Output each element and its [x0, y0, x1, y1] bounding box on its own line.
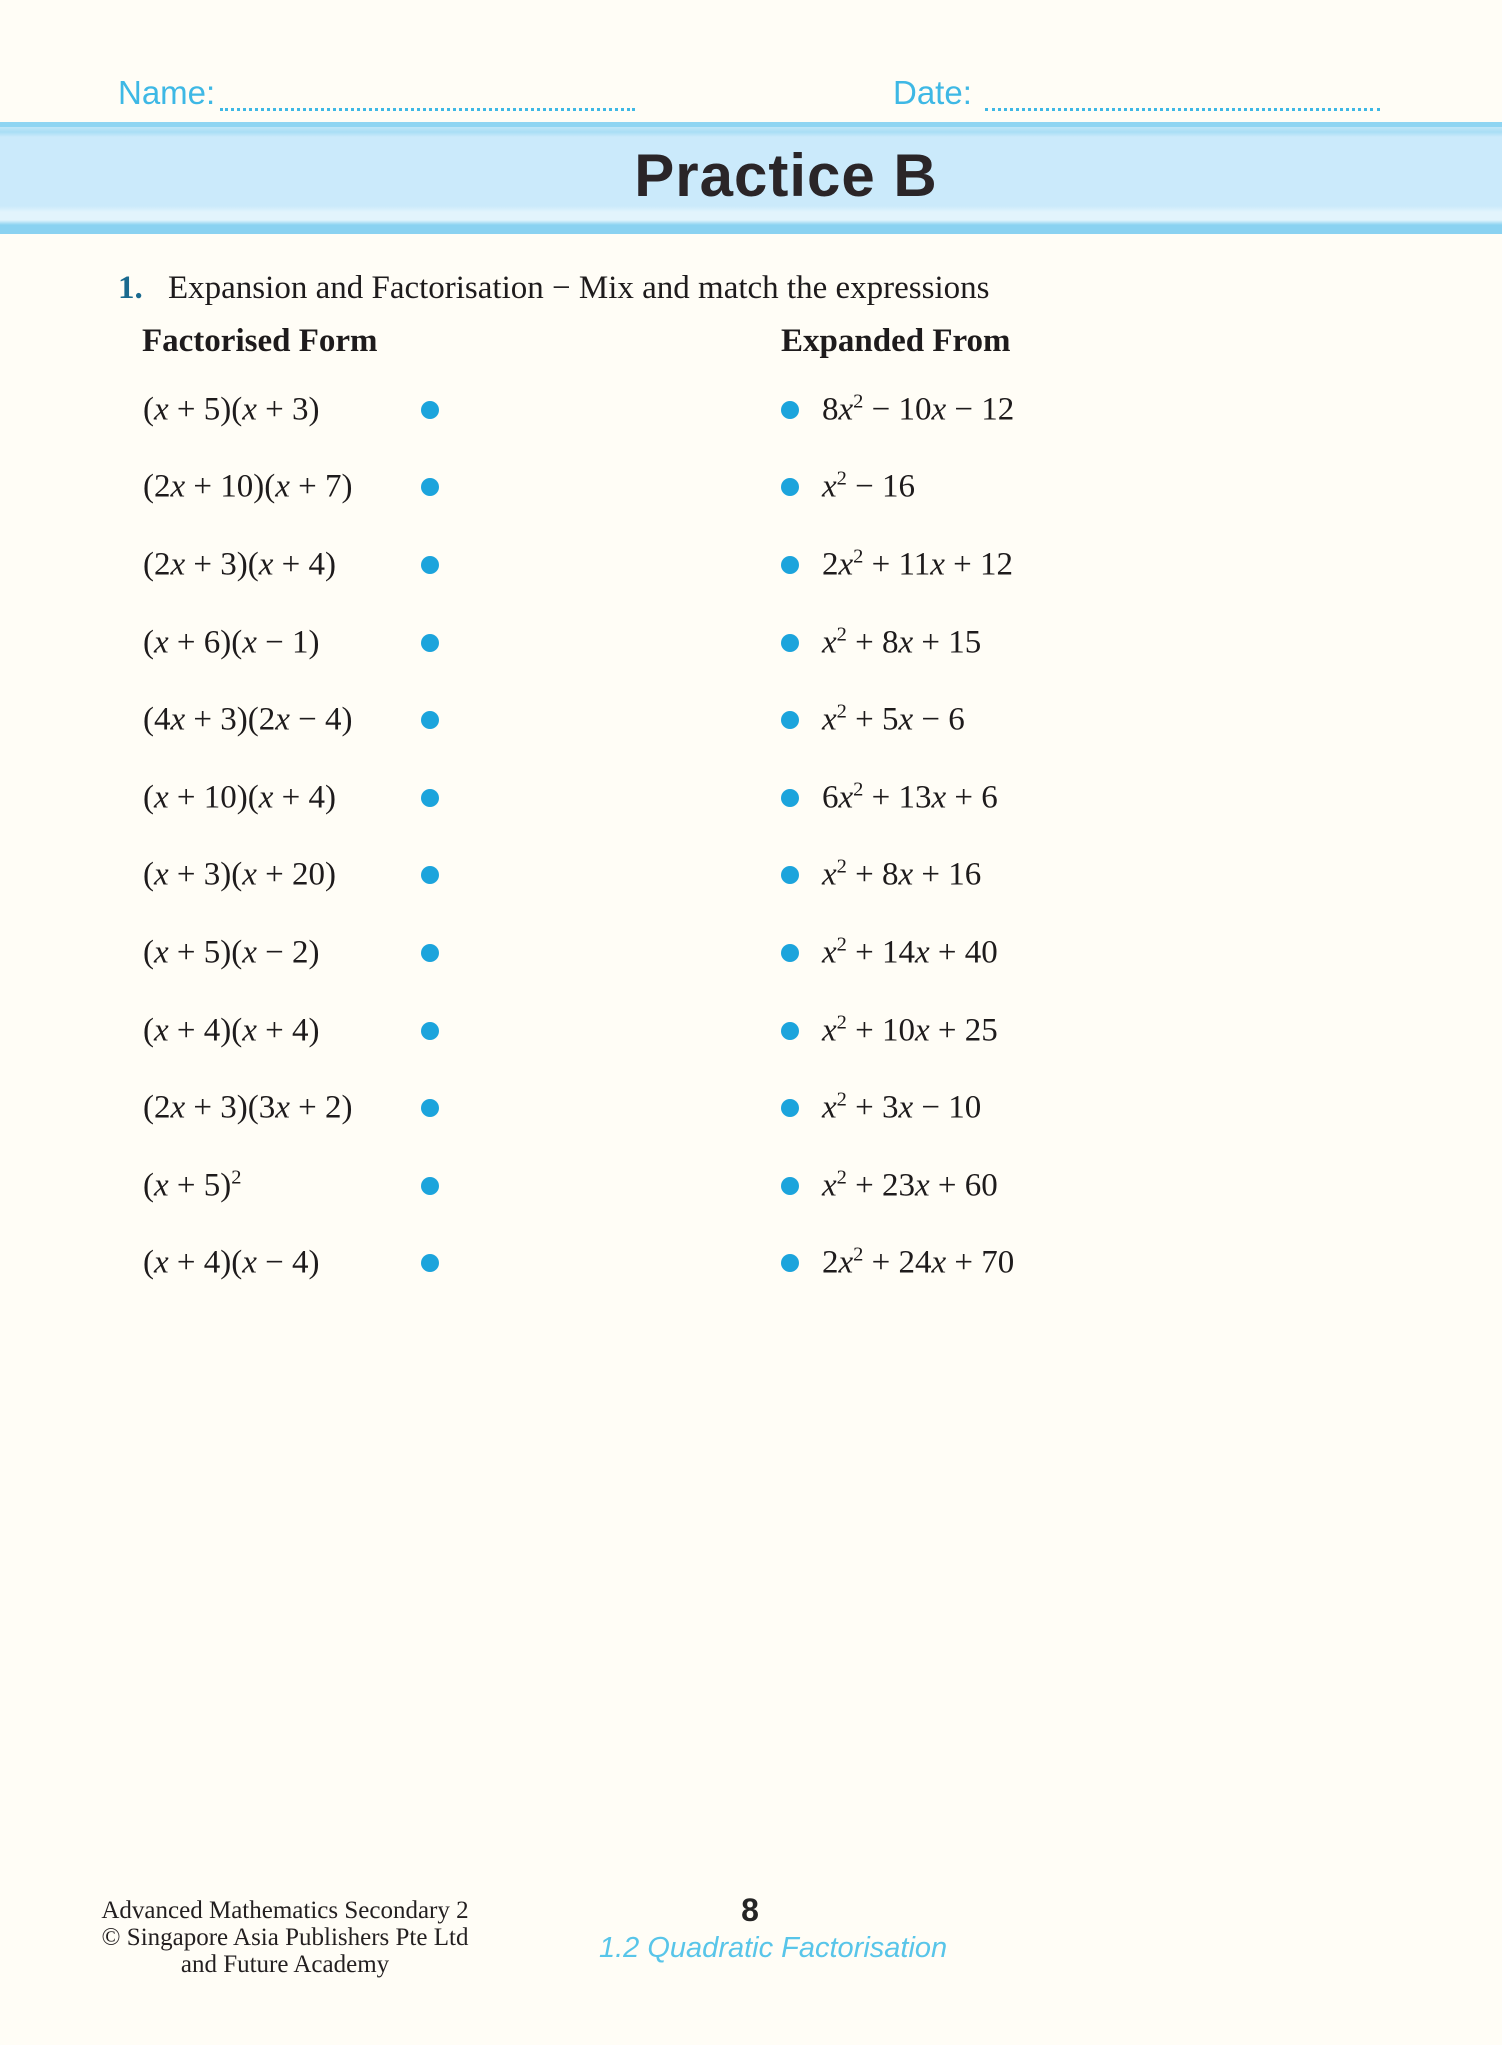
match-dot-left[interactable] — [421, 711, 439, 729]
column-header-factorised: Factorised Form — [142, 323, 378, 359]
match-row — [0, 526, 1502, 604]
factorised-expression: (2x + 3)(3x + 2) — [143, 1089, 353, 1126]
match-row — [0, 759, 1502, 837]
match-dot-right[interactable] — [781, 1254, 799, 1272]
question-number: 1. — [118, 270, 143, 306]
match-dot-left[interactable] — [421, 478, 439, 496]
page-number: 8 — [741, 1892, 759, 1928]
match-row — [0, 1225, 1502, 1303]
match-dot-right[interactable] — [781, 556, 799, 574]
match-row — [0, 914, 1502, 992]
expanded-expression: $x^2 + 8x + 15$ — [822, 623, 982, 661]
match-dot-right[interactable] — [781, 866, 799, 884]
expanded-expression: $2x^2 + 24x + 70$ — [822, 1243, 1015, 1281]
footer-imprint-line: and Future Academy — [180, 1951, 390, 1978]
match-dot-right[interactable] — [781, 478, 799, 496]
name-label: Name: — [118, 74, 216, 111]
match-dot-left[interactable] — [421, 1022, 439, 1040]
factorised-expression: (2x + 10)(x + 7) — [143, 468, 353, 505]
match-dot-right[interactable] — [781, 1099, 799, 1117]
match-exercise — [0, 371, 1502, 1302]
match-row — [0, 604, 1502, 682]
match-dot-right[interactable] — [781, 789, 799, 807]
match-row — [0, 1069, 1502, 1147]
footer-imprint-line: © Singapore Asia Publishers Pte Ltd — [101, 1924, 469, 1951]
factorised-expression: (x + 6)(x − 1) — [143, 624, 320, 661]
expanded-expression: $x^2 + 10x + 25$ — [822, 1011, 998, 1049]
match-dot-left[interactable] — [421, 1177, 439, 1195]
section-reference: 1.2 Quadratic Factorisation — [599, 1932, 948, 1964]
expanded-expression: $x^2 + 5x - 6$ — [822, 700, 965, 738]
factorised-expression: (x + 10)(x + 4) — [143, 779, 337, 816]
match-dot-left[interactable] — [421, 634, 439, 652]
factorised-expression: (x + 3)(x + 20) — [143, 856, 337, 893]
match-dot-left[interactable] — [421, 556, 439, 574]
factorised-expression: $(x + 5)^2$ — [143, 1166, 242, 1204]
factorised-expression: (x + 5)(x + 3) — [143, 391, 320, 428]
match-row — [0, 837, 1502, 915]
match-dot-left[interactable] — [421, 789, 439, 807]
expanded-expression: $x^2 + 23x + 60$ — [822, 1166, 998, 1204]
match-row — [0, 449, 1502, 527]
expanded-expression: $x^2 + 8x + 16$ — [822, 855, 982, 893]
factorised-expression: (2x + 3)(x + 4) — [143, 546, 337, 583]
date-fill-line[interactable] — [985, 84, 1380, 111]
match-dot-right[interactable] — [781, 944, 799, 962]
question-text: Expansion and Factorisation − Mix and match the expressions — [168, 270, 990, 306]
expanded-expression: $x^2 - 16$ — [822, 467, 915, 505]
match-dot-right[interactable] — [781, 634, 799, 652]
page-title: Practice B — [634, 142, 938, 209]
match-dot-left[interactable] — [421, 1254, 439, 1272]
match-dot-right[interactable] — [781, 1177, 799, 1195]
expanded-expression: $x^2 + 3x - 10$ — [822, 1088, 982, 1126]
factorised-expression: (x + 4)(x − 4) — [143, 1244, 320, 1281]
expanded-expression: $2x^2 + 11x + 12$ — [822, 545, 1014, 583]
match-dot-right[interactable] — [781, 711, 799, 729]
match-dot-right[interactable] — [781, 1022, 799, 1040]
match-row — [0, 992, 1502, 1070]
match-row — [0, 1147, 1502, 1225]
footer-imprint-line: Advanced Mathematics Secondary 2 — [101, 1897, 469, 1924]
title-banner — [0, 122, 1502, 234]
expanded-expression: $6x^2 + 13x + 6$ — [822, 778, 998, 816]
match-dot-left[interactable] — [421, 866, 439, 884]
factorised-expression: (x + 4)(x + 4) — [143, 1012, 320, 1049]
match-dot-left[interactable] — [421, 401, 439, 419]
column-header-expanded: Expanded From — [781, 323, 1011, 359]
factorised-expression: (4x + 3)(2x − 4) — [143, 701, 353, 738]
date-label: Date: — [893, 74, 972, 111]
match-dot-left[interactable] — [421, 1099, 439, 1117]
factorised-expression: (x + 5)(x − 2) — [143, 934, 320, 971]
expanded-expression: $8x^2 - 10x - 12$ — [822, 390, 1015, 428]
match-dot-right[interactable] — [781, 401, 799, 419]
match-dot-left[interactable] — [421, 944, 439, 962]
match-row — [0, 681, 1502, 759]
footer-imprint — [90, 1897, 480, 1978]
question-heading — [118, 270, 989, 307]
name-fill-line[interactable] — [220, 84, 635, 111]
expanded-expression: $x^2 + 14x + 40$ — [822, 933, 998, 971]
match-row — [0, 371, 1502, 449]
